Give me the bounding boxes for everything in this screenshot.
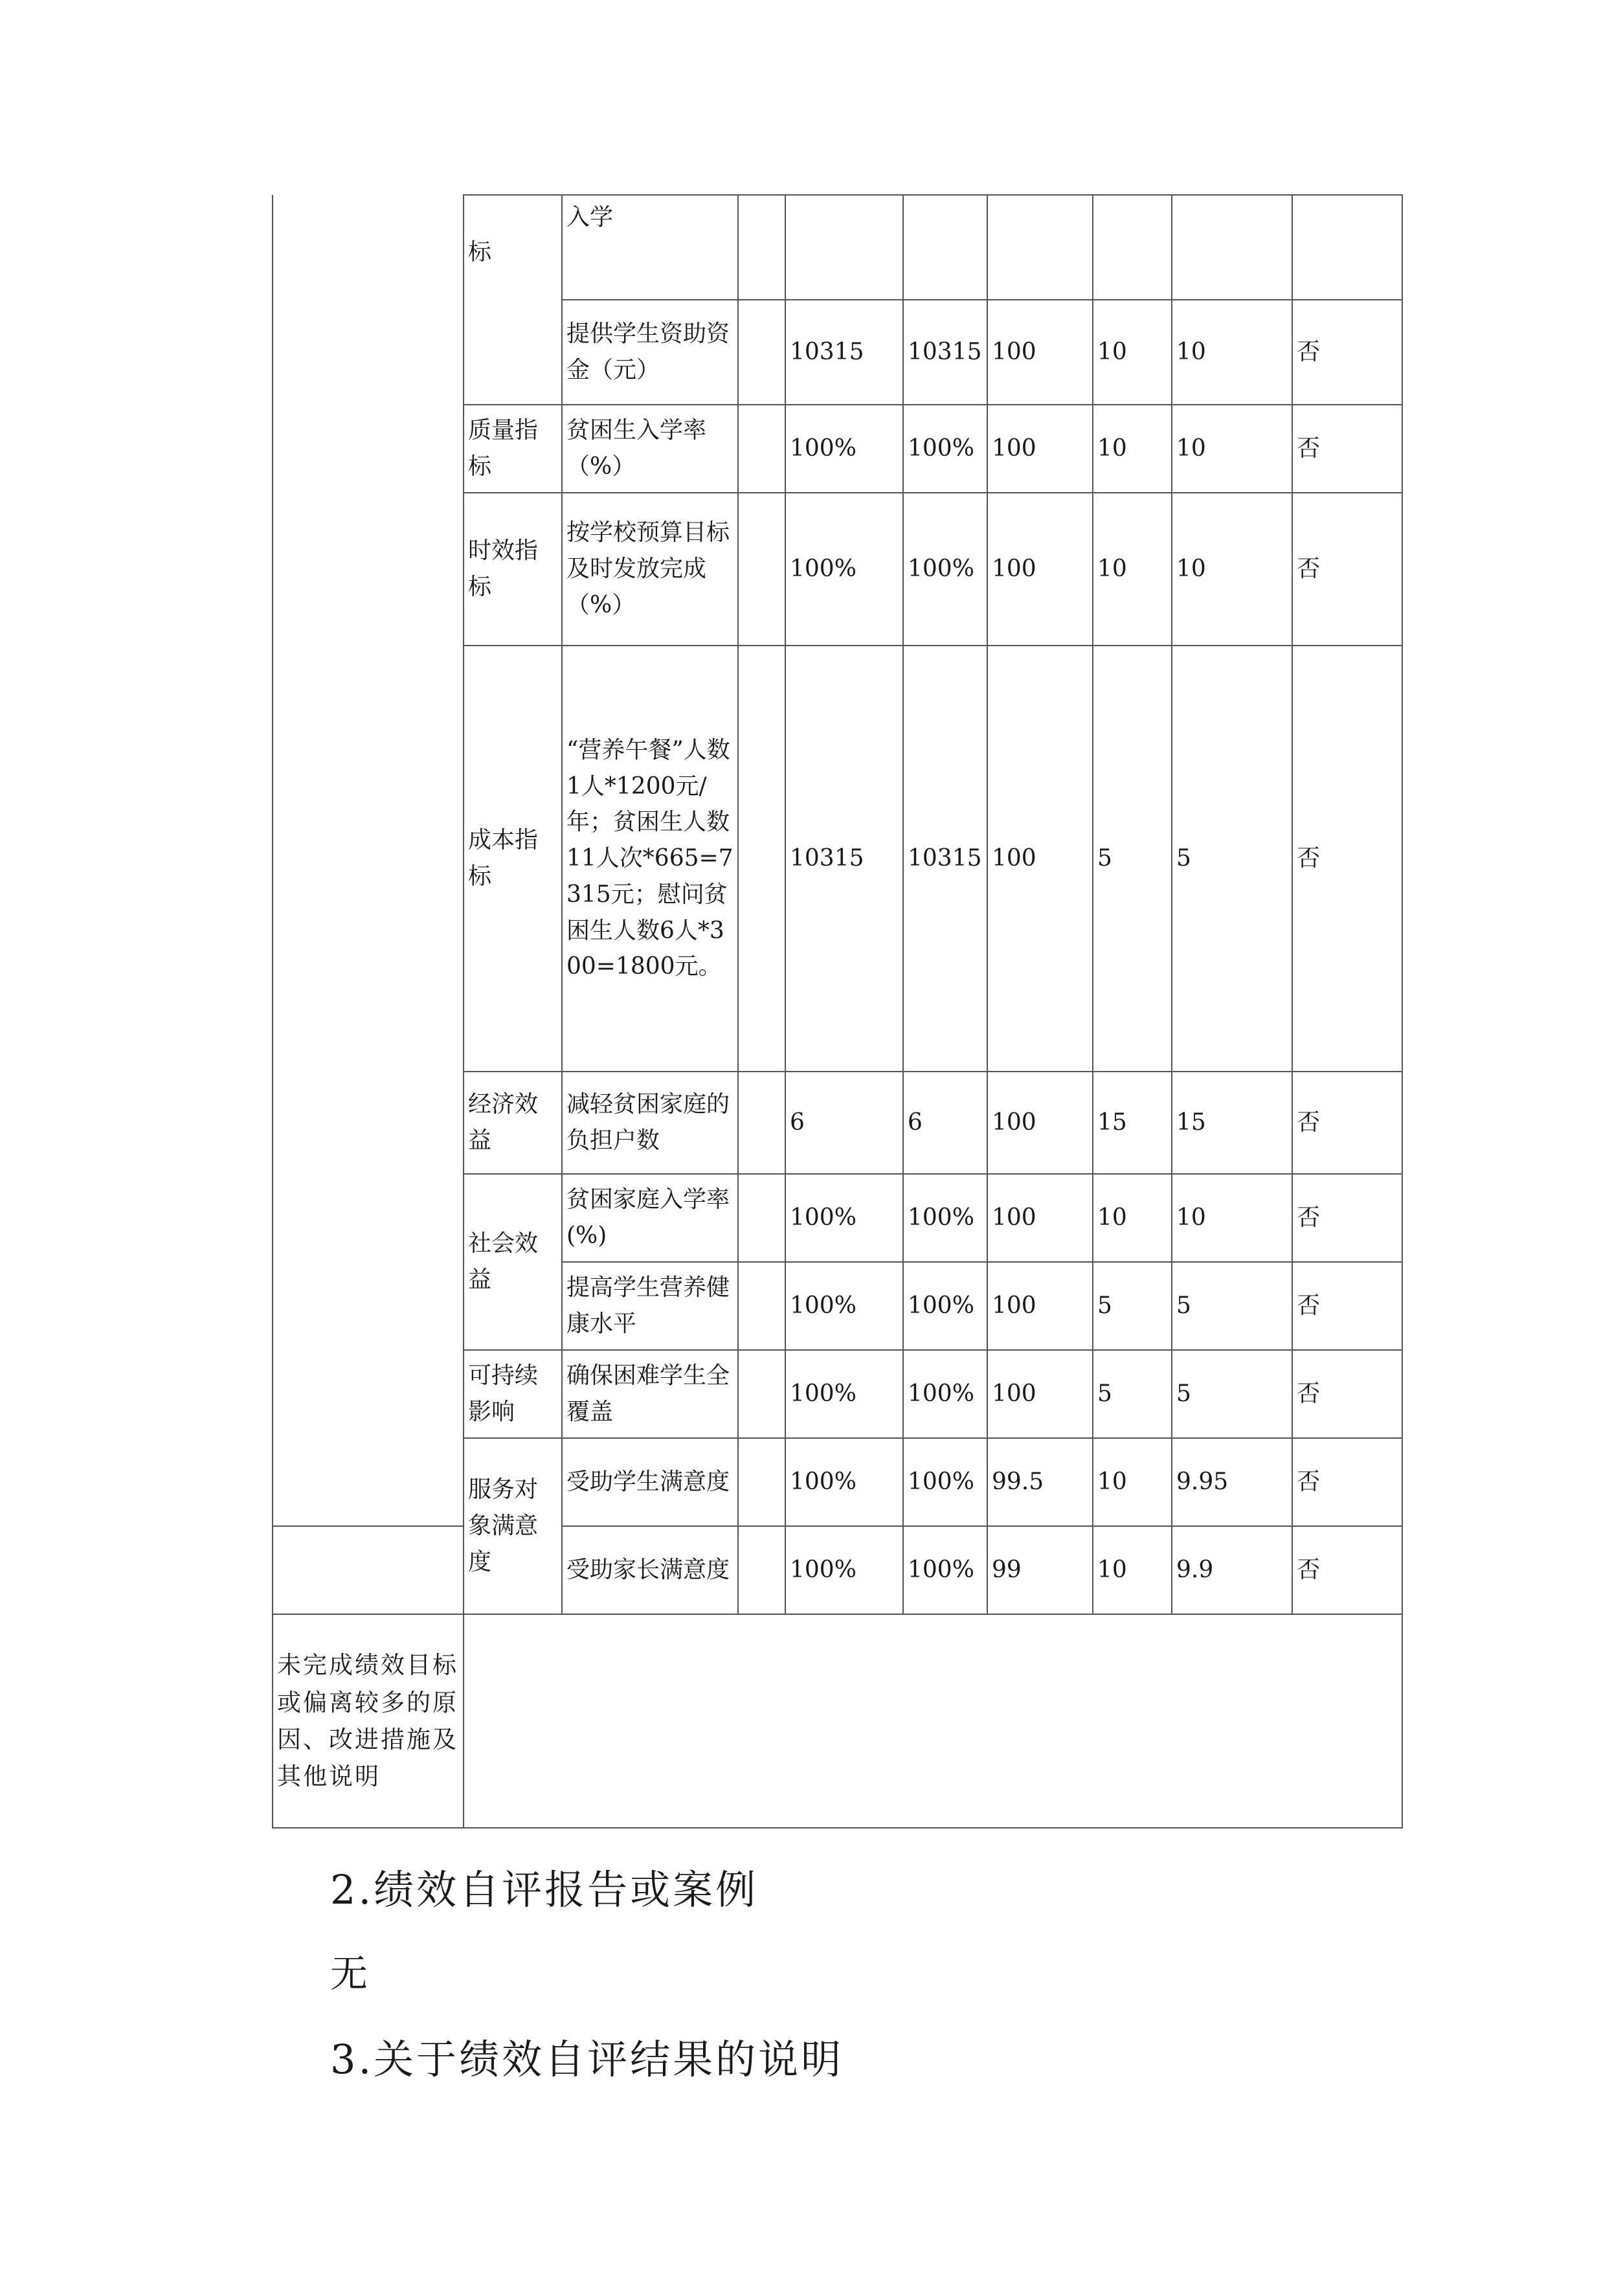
value-cell xyxy=(738,493,785,646)
indicator-cell: 减轻贫困家庭的负担户数 xyxy=(562,1072,738,1174)
value-cell: 10315 xyxy=(785,300,903,405)
value-cell: 100% xyxy=(903,493,987,646)
value-cell xyxy=(903,195,987,300)
value-cell xyxy=(1172,195,1292,300)
section-3-title: 3.关于绩效自评结果的说明 xyxy=(330,2036,844,2083)
indicator-cell: 入学 xyxy=(562,195,738,300)
value-cell: 100% xyxy=(785,1350,903,1438)
value-cell: 100 xyxy=(987,1072,1093,1174)
indicator-cell: 受助家长满意度 xyxy=(562,1526,738,1614)
value-cell: 100% xyxy=(903,1526,987,1614)
value-cell xyxy=(738,1526,785,1614)
value-cell: 100 xyxy=(987,1262,1093,1350)
performance-table xyxy=(272,194,1403,1829)
value-cell: 100% xyxy=(785,493,903,646)
value-cell: 9.9 xyxy=(1172,1526,1292,1614)
value-cell: 10 xyxy=(1172,493,1292,646)
value-cell xyxy=(738,300,785,405)
indicator-cell: 贫困家庭入学率(%) xyxy=(562,1174,738,1262)
value-cell: 10 xyxy=(1172,300,1292,405)
category-cell: 成本指标 xyxy=(464,646,562,1072)
value-cell: 5 xyxy=(1172,1262,1292,1350)
value-cell: 10 xyxy=(1093,1174,1172,1262)
value-cell: 5 xyxy=(1093,1262,1172,1350)
value-cell: 否 xyxy=(1292,300,1402,405)
value-cell: 否 xyxy=(1292,1072,1402,1174)
value-cell: 否 xyxy=(1292,493,1402,646)
value-cell: 否 xyxy=(1292,1262,1402,1350)
value-cell: 10315 xyxy=(903,300,987,405)
value-cell xyxy=(738,1262,785,1350)
footer-value-cell xyxy=(464,1614,1402,1828)
value-cell: 否 xyxy=(1292,1526,1402,1614)
indicator-cell: 确保困难学生全覆盖 xyxy=(562,1350,738,1438)
value-cell: 10315 xyxy=(903,646,987,1072)
category-label: 标 xyxy=(468,239,492,265)
value-cell: 否 xyxy=(1292,646,1402,1072)
value-cell: 100% xyxy=(903,1262,987,1350)
value-cell: 6 xyxy=(785,1072,903,1174)
value-cell: 100 xyxy=(987,646,1093,1072)
value-cell: 10315 xyxy=(785,646,903,1072)
value-cell: 100% xyxy=(903,1174,987,1262)
indicator-cell: “营养午餐”人数1人*1200元/年；贫困生人数11人次*665=7315元；慰问贫困生人数6人*300=1800元。 xyxy=(562,646,738,1072)
value-cell: 100% xyxy=(785,1526,903,1614)
section-2-title: 2.绩效自评报告或案例 xyxy=(330,1866,759,1913)
value-cell: 10 xyxy=(1172,405,1292,493)
value-cell: 100% xyxy=(785,1174,903,1262)
value-cell xyxy=(738,1174,785,1262)
indicator-cell: 受助学生满意度 xyxy=(562,1438,738,1526)
value-cell xyxy=(1292,195,1402,300)
value-cell xyxy=(738,195,785,300)
value-cell: 5 xyxy=(1093,1350,1172,1438)
value-cell: 否 xyxy=(1292,1438,1402,1526)
section-2-body: 无 xyxy=(330,1952,368,1996)
value-cell: 15 xyxy=(1093,1072,1172,1174)
category-cell: 质量指标 xyxy=(464,405,562,493)
category-cell: 时效指标 xyxy=(464,493,562,646)
category-cell: 服务对象满意度 xyxy=(464,1438,562,1614)
value-cell: 100 xyxy=(987,405,1093,493)
value-cell: 10 xyxy=(1172,1174,1292,1262)
value-cell: 99.5 xyxy=(987,1438,1093,1526)
value-cell: 100% xyxy=(785,1438,903,1526)
value-cell: 否 xyxy=(1292,1174,1402,1262)
indicator-cell: 贫困生入学率（%） xyxy=(562,405,738,493)
value-cell: 100 xyxy=(987,1174,1093,1262)
category-cell xyxy=(464,195,562,405)
value-cell: 5 xyxy=(1093,646,1172,1072)
value-cell: 10 xyxy=(1093,405,1172,493)
value-cell xyxy=(738,646,785,1072)
value-cell: 5 xyxy=(1172,1350,1292,1438)
table-row xyxy=(273,1526,1402,1614)
value-cell: 100% xyxy=(903,1438,987,1526)
value-cell: 100% xyxy=(785,1262,903,1350)
value-cell: 100 xyxy=(987,493,1093,646)
value-cell: 5 xyxy=(1172,646,1292,1072)
value-cell xyxy=(785,195,903,300)
value-cell: 10 xyxy=(1093,493,1172,646)
table-row xyxy=(273,195,1402,300)
value-cell: 100 xyxy=(987,1350,1093,1438)
value-cell: 100% xyxy=(903,1350,987,1438)
category-cell: 社会效益 xyxy=(464,1174,562,1350)
value-cell: 否 xyxy=(1292,405,1402,493)
indicator-cell: 提高学生营养健康水平 xyxy=(562,1262,738,1350)
value-cell: 10 xyxy=(1093,300,1172,405)
value-cell xyxy=(738,1350,785,1438)
value-cell: 100% xyxy=(903,405,987,493)
value-cell: 100% xyxy=(785,405,903,493)
value-cell: 99 xyxy=(987,1526,1093,1614)
outer-blank-cell xyxy=(273,1526,464,1614)
value-cell: 10 xyxy=(1093,1526,1172,1614)
outer-blank-cell xyxy=(273,195,464,1526)
value-cell: 15 xyxy=(1172,1072,1292,1174)
value-cell: 10 xyxy=(1093,1438,1172,1526)
value-cell xyxy=(738,405,785,493)
value-cell: 否 xyxy=(1292,1350,1402,1438)
value-cell: 100 xyxy=(987,300,1093,405)
value-cell xyxy=(1093,195,1172,300)
indicator-cell: 提供学生资助资金（元） xyxy=(562,300,738,405)
value-cell: 9.95 xyxy=(1172,1438,1292,1526)
value-cell xyxy=(738,1072,785,1174)
indicator-cell: 按学校预算目标及时发放完成（%） xyxy=(562,493,738,646)
category-cell: 可持续影响 xyxy=(464,1350,562,1438)
category-cell: 经济效益 xyxy=(464,1072,562,1174)
table-row xyxy=(273,1614,1402,1828)
value-cell xyxy=(987,195,1093,300)
value-cell: 6 xyxy=(903,1072,987,1174)
value-cell xyxy=(738,1438,785,1526)
footer-label-cell: 未完成绩效目标或偏离较多的原因、改进措施及其他说明 xyxy=(273,1614,464,1828)
